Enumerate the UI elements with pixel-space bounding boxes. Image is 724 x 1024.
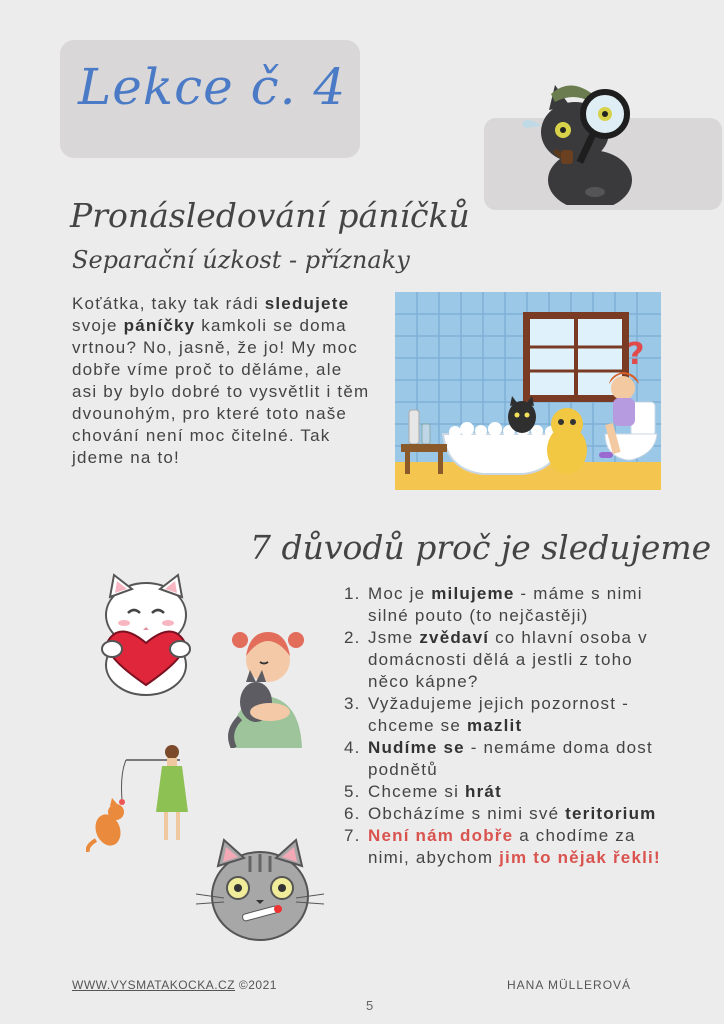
- intro-emphasis: sledujete: [264, 294, 350, 313]
- section-title: Pronásledování páníčků: [70, 196, 470, 235]
- reason-number: 7.: [344, 826, 361, 845]
- reason-text: Chceme si: [368, 782, 466, 801]
- reason-number: 1.: [344, 584, 361, 603]
- reason-emphasis: teritorium: [565, 804, 657, 823]
- reason-text: Vyžadujeme jejich pozornost - chceme se: [368, 694, 629, 735]
- reason-item: [344, 781, 674, 803]
- reason-text: - nemáme doma dost podnětů: [368, 738, 653, 779]
- reason-emphasis: Nudíme se: [368, 738, 465, 757]
- reason-item: [344, 737, 674, 781]
- section-subtitle: Separační úzkost - příznaky: [72, 246, 410, 274]
- reason-text: a chodíme za nimi, abychom: [368, 826, 636, 867]
- reason-item: [344, 583, 674, 627]
- reason-number: 3.: [344, 694, 361, 713]
- reason-number: 5.: [344, 782, 361, 801]
- reasons-list: [344, 583, 674, 869]
- reason-text: Moc je: [368, 584, 432, 603]
- intro-text: Koťátka, taky tak rádi: [72, 294, 265, 313]
- reason-text: - máme s nimi silné pouto (to nejčastěji): [368, 584, 643, 625]
- reason-text: co hlavní osoba v domácnosti dělá a jestli z toho něco kápne?: [368, 628, 648, 691]
- reason-text: Jsme: [368, 628, 420, 647]
- lesson-title: Lekce č. 4: [78, 58, 347, 116]
- intro-emphasis: páníčky: [123, 316, 196, 335]
- reason-emphasis: zvědaví: [419, 628, 490, 647]
- reason-item: [344, 803, 674, 825]
- reason-item: [344, 693, 674, 737]
- reason-number: 6.: [344, 804, 361, 823]
- reason-item: [344, 627, 674, 693]
- bathroom-scene: [395, 292, 661, 490]
- reason-text: Obcházíme s nimi své: [368, 804, 566, 823]
- girl-hugging-cat-icon: [220, 626, 312, 748]
- sick-cat-thermometer-icon: [194, 838, 326, 942]
- reason-emphasis: hrát: [465, 782, 502, 801]
- footer-left: [72, 978, 277, 992]
- intro-paragraph: [72, 293, 372, 469]
- reason-number: 4.: [344, 738, 361, 757]
- website-link[interactable]: WWW.VYSMATAKOCKA.CZ: [72, 978, 236, 992]
- detective-cat-icon: [515, 80, 645, 205]
- svg-text:?: ?: [627, 337, 645, 372]
- intro-text: svoje: [72, 316, 124, 335]
- reason-emphasis: milujeme: [431, 584, 515, 603]
- reason-highlight: jim to nějak řekli!: [499, 848, 661, 867]
- copyright: ©2021: [235, 978, 277, 992]
- reason-number: 2.: [344, 628, 361, 647]
- girl-playing-with-cat-icon: [86, 744, 204, 852]
- reasons-title: 7 důvodů proč je sledujeme: [250, 528, 712, 567]
- intro-text: kamkoli se doma vrtnou? No, jasně, že jo! My moc dobře víme proč to děláme, ale asi by bylo dobré to vysvětlit i těm dvounohým, pro které toto naše chování není moc čitelné. Tak jdeme na to!: [72, 316, 370, 467]
- reason-highlight: Není nám dobře: [368, 826, 514, 845]
- cat-with-heart-icon: [92, 573, 200, 699]
- reason-item: [344, 825, 674, 869]
- page-number: 5: [366, 998, 374, 1013]
- reason-emphasis: mazlit: [466, 716, 523, 735]
- footer-author: HANA MÜLLEROVÁ: [507, 978, 632, 992]
